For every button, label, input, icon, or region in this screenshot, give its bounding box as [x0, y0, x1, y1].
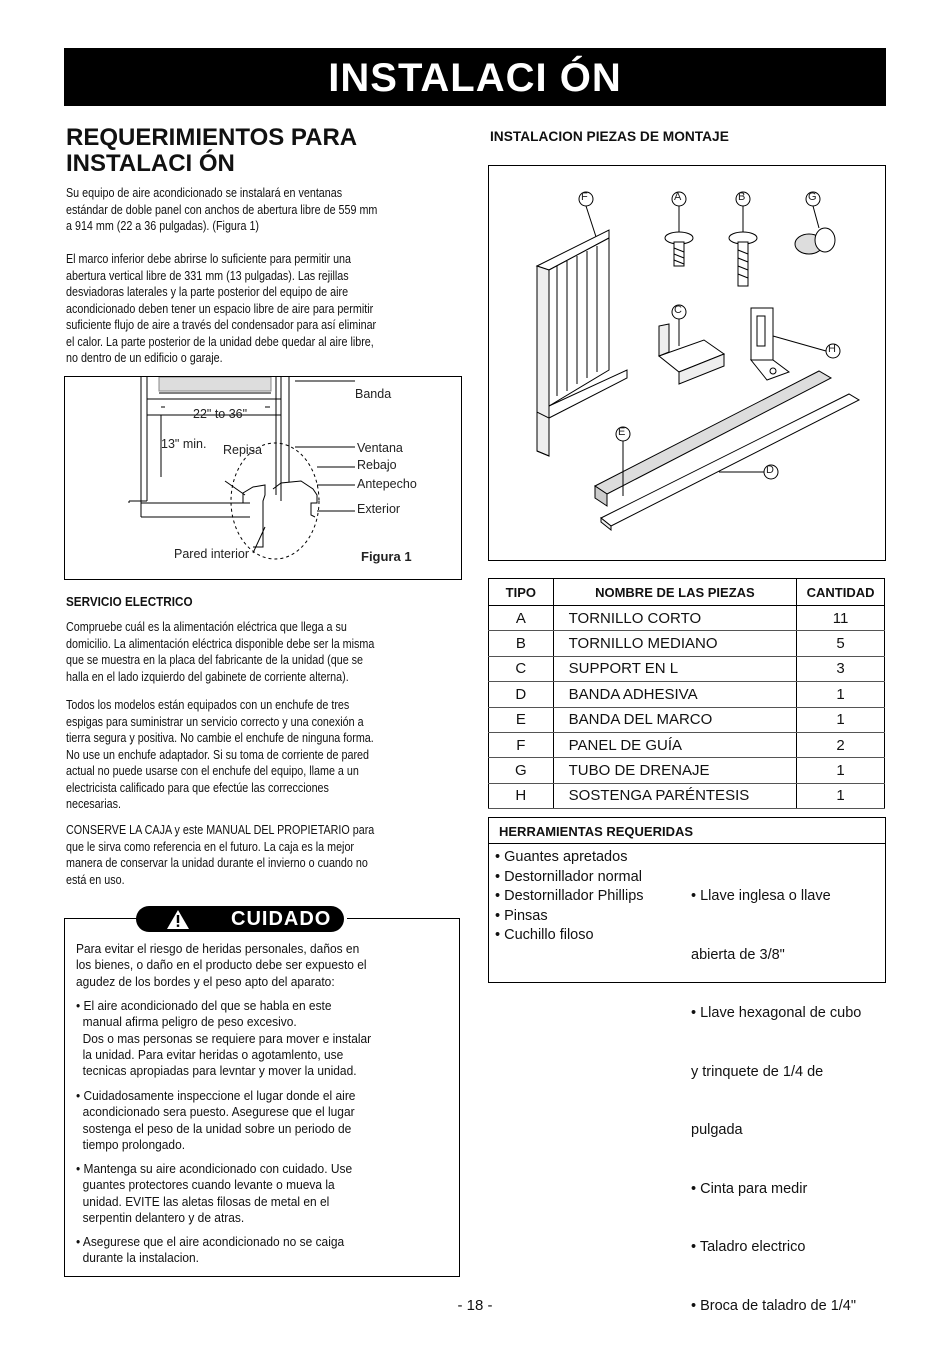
- part-qty: 5: [797, 631, 885, 656]
- required-tools-heading: HERRAMIENTAS REQUERIDAS: [499, 824, 694, 839]
- caution-line: • Mantenga su aire acondicionado con cuidado. Use: [76, 1161, 353, 1176]
- col-header-cantidad: CANTIDAD: [797, 579, 885, 606]
- caution-line: tecnicas apropiadas para levntar y mover la unidad.: [76, 1063, 357, 1079]
- paragraph-line: halla en el lado izquierdo del gabinete de corriente alterna).: [66, 669, 349, 684]
- col-header-tipo: TIPO: [489, 579, 554, 606]
- part-name: TORNILLO MEDIANO: [553, 631, 797, 656]
- list-item: • Taladro electrico: [691, 1239, 806, 1255]
- part-qty: 1: [797, 707, 885, 732]
- paragraph-line: que le sirva como referencia en el futuro. La caja es la mejor: [66, 839, 355, 854]
- list-item: • Destornillador Phillips: [495, 888, 644, 904]
- list-item: pulgada: [691, 1122, 743, 1138]
- paragraph-line: tierra segura y positiva. No cambie el enchufe de ninguna forma.: [66, 731, 374, 745]
- figure-mounting-parts: [488, 165, 886, 561]
- paragraph-line: electricista calificado para que efectúe las correcciones: [66, 780, 329, 795]
- part-qty: 2: [797, 732, 885, 757]
- label-banda: Banda: [355, 387, 392, 401]
- paragraph-line: actual no puede usarse con el enchufe del equipo, llame a un: [66, 764, 359, 778]
- part-qty: 3: [797, 656, 885, 681]
- col-header-nombre: NOMBRE DE LAS PIEZAS: [553, 579, 797, 606]
- caution-border-right: [347, 918, 459, 919]
- part-name: PANEL DE GUÍA: [553, 732, 797, 757]
- page-number: - 18 -: [457, 1297, 493, 1314]
- part-name: BANDA DEL MARCO: [553, 707, 797, 732]
- list-item: • Cuchillo filoso: [495, 927, 594, 943]
- opening-paragraph: [66, 251, 457, 367]
- table-row: [489, 758, 885, 783]
- paragraph-line: manera de conservar la unidad durante el invierno o cuando no: [66, 856, 368, 870]
- part-name: TUBO DE DRENAJE: [553, 758, 797, 783]
- section-heading-line2: INSTALACI ÓN: [66, 150, 235, 177]
- list-item: • Broca de taladro de 1/4": [691, 1297, 856, 1314]
- caution-line: Dos o mas personas se requiere para mover e instalar: [76, 1030, 372, 1046]
- page-banner-title: INSTALACI ÓN: [64, 48, 886, 106]
- tools-list-1: [495, 848, 644, 946]
- caution-bullet-4: [76, 1234, 453, 1267]
- part-name: BANDA ADHESIVA: [553, 682, 797, 707]
- label-ventana: Ventana: [357, 441, 403, 455]
- part-name: SOSTENGA PARÉNTESIS: [553, 783, 797, 808]
- caution-line: • Cuidadosamente inspeccione el lugar donde el aire: [76, 1088, 356, 1103]
- table-row: [489, 783, 885, 808]
- table-row: [489, 606, 885, 631]
- intro-line: a 914 mm (22 a 36 pulgadas). (Figura 1): [66, 219, 260, 233]
- caution-bullet-2: [76, 1088, 453, 1153]
- caution-line: acondicionado sera puesto. Asegurese que el lugar: [76, 1104, 355, 1120]
- caution-line: manual afirma peligro de peso excesivo.: [76, 1014, 297, 1030]
- label-width-range: 22" to 36": [193, 407, 248, 421]
- caution-line: guantes protectores cuando levante o mueva la: [76, 1177, 335, 1193]
- list-item: • Llave hexagonal de cubo: [691, 1005, 862, 1021]
- table-row: [489, 656, 885, 681]
- figure-1-caption: Figura 1: [361, 549, 412, 564]
- electric-service-heading: SERVICIO ELECTRICO: [66, 594, 193, 609]
- label-min-height: 13" min.: [161, 437, 207, 451]
- label-exterior: Exterior: [357, 502, 401, 516]
- warning-triangle-icon: [166, 909, 190, 930]
- part-type: A: [489, 606, 554, 631]
- label-repisa: Repisa: [223, 443, 262, 457]
- part-type: H: [489, 783, 554, 808]
- section-heading-line1: REQUERIMIENTOS PARA: [66, 124, 358, 151]
- mounting-parts-heading: INSTALACION PIEZAS DE MONTAJE: [490, 128, 729, 144]
- caution-label: CUIDADO: [231, 908, 332, 930]
- list-item: • Llave inglesa o llave: [691, 888, 831, 904]
- electric-paragraph-2: [66, 697, 457, 813]
- part-type: F: [489, 732, 554, 757]
- caution-badge: [136, 906, 344, 932]
- part-label-d: D: [766, 464, 774, 476]
- table-row: [489, 732, 885, 757]
- paragraph-line: necesarias.: [66, 797, 121, 811]
- paragraph-line: CONSERVE LA CAJA y este MANUAL DEL PROPIETARIO para: [66, 823, 375, 837]
- paragraph-line: Todos los modelos están equipados con un enchufe de tres: [66, 698, 350, 712]
- part-type: C: [489, 656, 554, 681]
- part-label-b: B: [738, 191, 746, 203]
- table-row: [489, 682, 885, 707]
- paragraph-line: que se muestra en la placa del fabricante de la unidad (que se: [66, 653, 364, 667]
- part-type: G: [489, 758, 554, 783]
- paragraph-line: suficiente flujo de aire a través del condensador para así eliminar: [66, 318, 377, 332]
- paragraph-line: Compruebe cuál es la alimentación eléctrica que llega a su: [66, 620, 347, 634]
- paragraph-line: abertura vertical libre de 331 mm (13 pulgadas). Las rejillas: [66, 268, 349, 283]
- table-row: [489, 707, 885, 732]
- list-item: • Pinsas: [495, 907, 548, 924]
- part-label-h: H: [828, 343, 836, 355]
- mounting-parts-drawing: [489, 166, 885, 560]
- part-qty: 11: [797, 606, 885, 631]
- caution-line: • Asegurese que el aire acondicionado no se caiga: [76, 1234, 345, 1249]
- caution-line: unidad. EVITE las aletas filosas de metal en el: [76, 1193, 330, 1209]
- parts-table-header: [489, 579, 885, 606]
- list-item: • Guantes apretados: [495, 849, 628, 865]
- caution-line: agudez de los bordes y el peso apto del aparato:: [76, 973, 335, 989]
- caution-bullet-1: [76, 998, 453, 1079]
- part-qty: 1: [797, 682, 885, 707]
- caution-line: sostenga el peso de la unidad sobre un periodo de: [76, 1120, 352, 1136]
- caution-intro: [76, 941, 453, 990]
- section-heading: [66, 125, 466, 177]
- part-type: E: [489, 707, 554, 732]
- paragraph-line: espigas para suministrar un servicio correcto y una conexión a: [66, 714, 364, 729]
- label-rebajo: Rebajo: [357, 458, 397, 472]
- list-item: • Destornillador normal: [495, 868, 642, 885]
- paragraph-line: El marco inferior debe abrirse lo suficiente para permitir una: [66, 252, 352, 266]
- figure-1-window-diagram: [64, 376, 462, 580]
- paragraph-line: no dentro de un edificio o garaje.: [66, 351, 223, 365]
- part-name: TORNILLO CORTO: [553, 606, 797, 631]
- part-qty: 1: [797, 783, 885, 808]
- caution-line: Para evitar el riesgo de heridas personales, daños en: [76, 941, 360, 956]
- intro-line: estándar de doble panel con anchos de abertura libre de 559 mm: [66, 202, 378, 217]
- caution-line: serpentin delantero y de atras.: [76, 1209, 245, 1225]
- caution-line: la unidad. Para evitar heridas o agotamlento, use: [76, 1046, 344, 1062]
- part-type: D: [489, 682, 554, 707]
- paragraph-line: acondicionado deben tener un espacio libre de aire para permitir: [66, 301, 374, 316]
- list-item: abierta de 3/8": [691, 946, 785, 963]
- part-name: SUPPORT EN L: [553, 656, 797, 681]
- part-qty: 1: [797, 758, 885, 783]
- intro-paragraph: [66, 185, 457, 235]
- paragraph-line: domicilio. La alimentación eléctrica disponible debe ser la misma: [66, 636, 375, 651]
- paragraph-line: está en uso.: [66, 872, 125, 887]
- required-tools-box: [488, 817, 886, 1314]
- paragraph-line: No use un enchufe adaptador. Si su toma de corriente de pared: [66, 747, 370, 762]
- electric-paragraph-3: [66, 822, 457, 888]
- list-item: • Cinta para medir: [691, 1180, 808, 1197]
- list-item: y trinquete de 1/4 de: [691, 1063, 824, 1080]
- tools-list-2: [691, 848, 861, 1355]
- label-pared-interior: Pared interior: [174, 547, 250, 561]
- part-label-e: E: [618, 426, 626, 438]
- label-antepecho: Antepecho: [357, 477, 417, 491]
- caution-bullet-3: [76, 1161, 453, 1226]
- table-row: [489, 631, 885, 656]
- parts-table: [488, 578, 885, 809]
- tools-divider: [489, 843, 885, 844]
- intro-line: Su equipo de aire acondicionado se instalará en ventanas: [66, 186, 343, 200]
- caution-line: los bienes, o daño en el producto debe ser expuesto el: [76, 957, 367, 973]
- caution-line: • El aire acondicionado del que se habla en este: [76, 998, 332, 1013]
- part-type: B: [489, 631, 554, 656]
- part-label-c: C: [674, 304, 682, 316]
- part-label-g: G: [808, 191, 817, 203]
- paragraph-line: desviadoras laterales y la parte posterior del equipo de aire: [66, 285, 349, 299]
- electric-paragraph-1: [66, 619, 457, 685]
- part-label-f: F: [581, 191, 588, 203]
- paragraph-line: el calor. La parte posterior de la unidad debe quedar al aire libre,: [66, 334, 374, 349]
- caution-line: tiempo prolongado.: [76, 1136, 186, 1152]
- caution-line: durante la instalacion.: [76, 1250, 200, 1266]
- part-label-a: A: [674, 191, 682, 203]
